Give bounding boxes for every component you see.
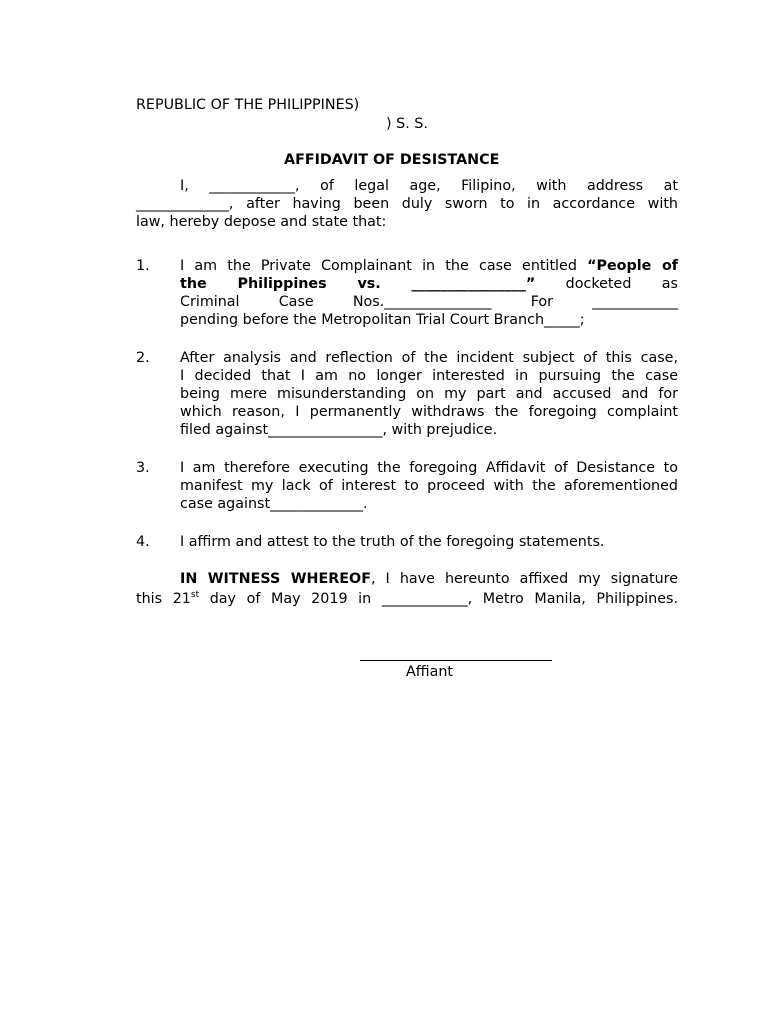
- witness-date-ordinal: st: [190, 590, 200, 600]
- item-4-number: 4.: [136, 534, 150, 550]
- item-2-line-3: being mere misunderstanding on my part and accused and for: [180, 386, 678, 402]
- item-3-line-3: case against_____________.: [180, 496, 368, 512]
- item-2-line-5: filed against________________, with prejudice.: [180, 422, 498, 438]
- witness-line-1: [180, 570, 678, 588]
- case-title-continued: the Philippines vs. ________________”: [180, 276, 536, 292]
- witness-bold-lead: IN WITNESS WHEREOF: [180, 571, 371, 587]
- witness-line-2: [136, 590, 678, 608]
- venue-line: REPUBLIC OF THE PHILIPPINES): [136, 97, 360, 113]
- item-3-line-2: manifest my lack of interest to proceed with the aforementioned: [180, 478, 678, 494]
- item-1-line-1: [180, 257, 678, 275]
- document-title: AFFIDAVIT OF DESISTANCE: [284, 152, 500, 168]
- item-2-line-4: which reason, I permanently withdraws the foregoing complaint: [180, 404, 678, 420]
- item-1-line-2: the Philippines vs. ________________” docketed as: [180, 276, 678, 292]
- intro-line-1: I, ____________, of legal age, Filipino, with address at: [180, 178, 678, 194]
- item-1-line-3: Criminal Case Nos._______________ For ____________: [180, 294, 678, 310]
- affiant-label: Affiant: [406, 664, 454, 680]
- item-2-number: 2.: [136, 350, 150, 366]
- witness-date-prefix: this 21: [136, 591, 191, 607]
- case-title-bold: “People of: [587, 258, 678, 274]
- signature-line: [360, 660, 552, 661]
- ss-line: ) S. S.: [386, 116, 428, 132]
- witness-date-rest: day of May 2019 in ____________, Metro Manila, Philippines.: [199, 591, 678, 607]
- item-1-line-1-text: I am the Private Complainant in the case entitled: [180, 258, 577, 274]
- item-3-line-1: I am therefore executing the foregoing Affidavit of Desistance to: [180, 460, 678, 476]
- witness-line-1-rest: , I have hereunto affixed my signature: [370, 571, 678, 587]
- item-1-number: 1.: [136, 258, 150, 274]
- intro-line-2: _____________, after having been duly sworn to in accordance with: [136, 196, 678, 212]
- item-3-number: 3.: [136, 460, 150, 476]
- item-2-line-1: After analysis and reflection of the incident subject of this case,: [180, 350, 678, 366]
- item-4-line-1: I affirm and attest to the truth of the foregoing statements.: [180, 534, 605, 550]
- intro-line-3: law, hereby depose and state that:: [136, 214, 387, 230]
- item-2-line-2: I decided that I am no longer interested in pursuing the case: [180, 368, 678, 384]
- item-1-line-4: pending before the Metropolitan Trial Court Branch_____;: [180, 312, 585, 328]
